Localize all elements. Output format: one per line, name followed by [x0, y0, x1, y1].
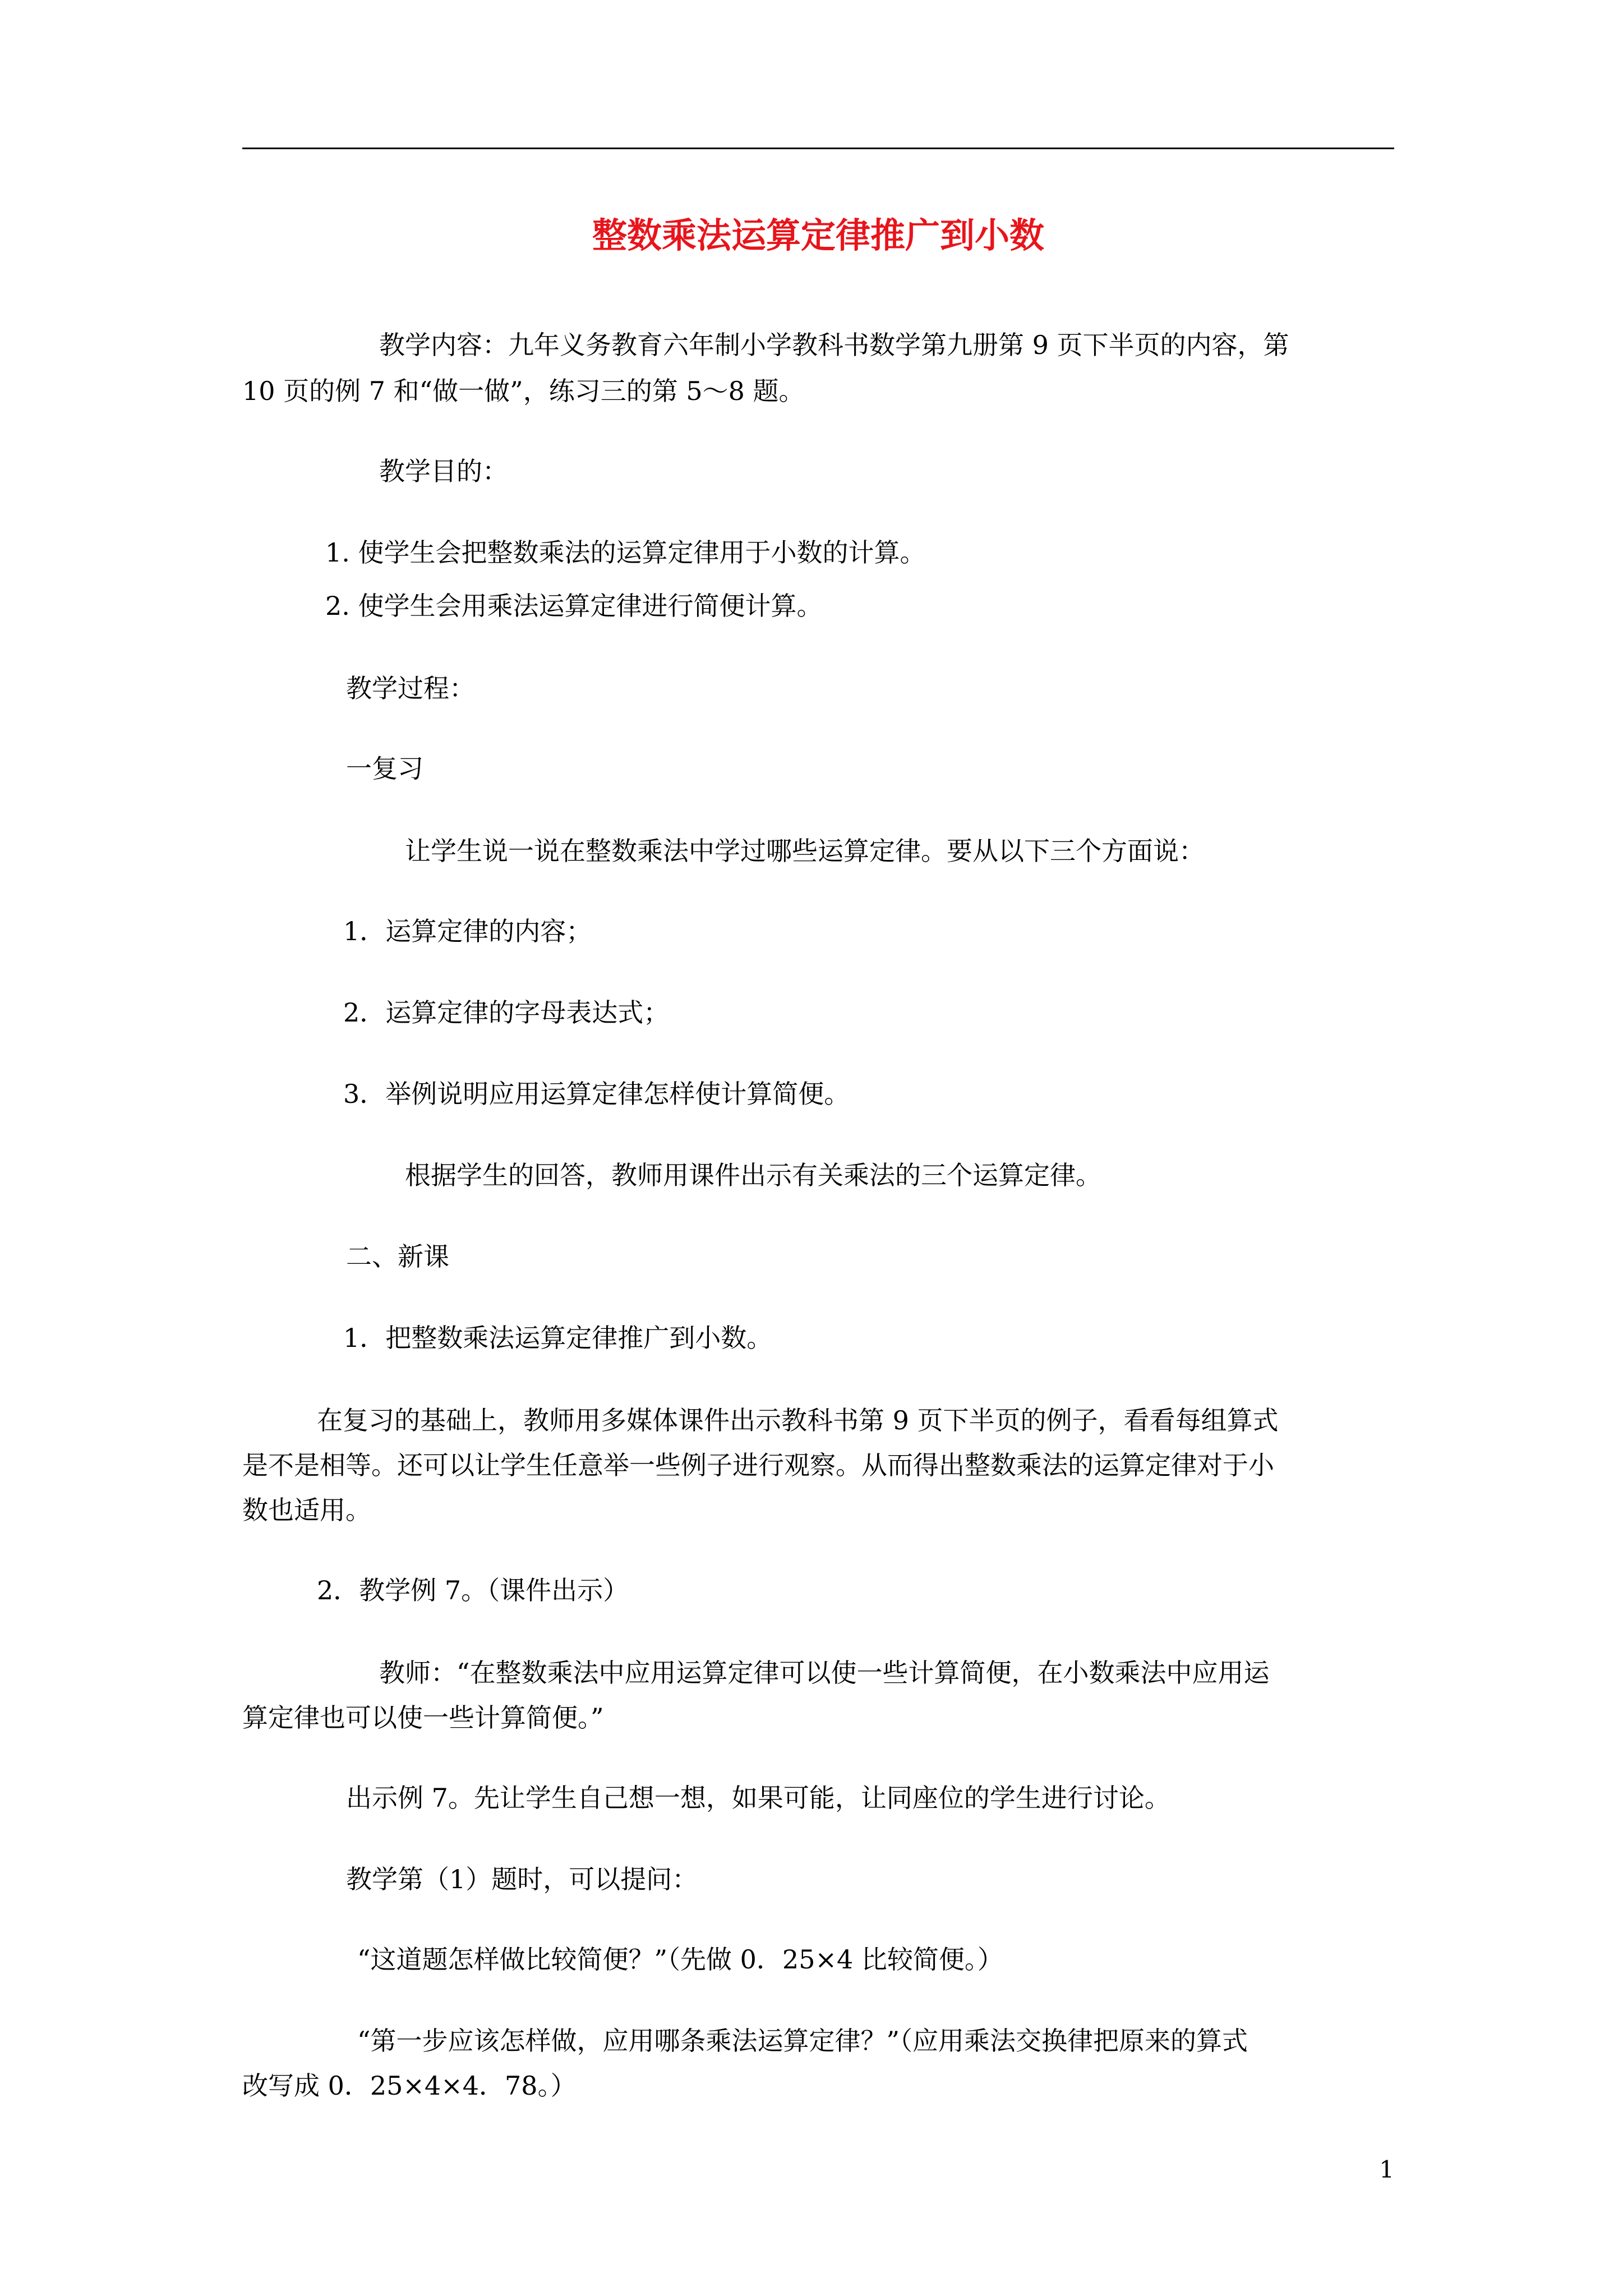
- process-heading: 教学过程：: [346, 673, 475, 703]
- content-line-2: 10 页的例 7 和“做一做”，练习三的第 5～8 题。: [242, 376, 805, 406]
- review-item-1: 1．运算定律的内容；: [343, 916, 592, 946]
- new-lesson-heading: 二、新课: [346, 1241, 449, 1272]
- question-1: “这道题怎样做比较简便？”（先做 0．25×4 比较简便。）: [357, 1944, 1003, 1975]
- review-basis-line-2: 是不是相等。还可以让学生任意举一些例子进行观察。从而得出整数乘法的运算定律对于小: [242, 1450, 1274, 1480]
- content-line-1: 教学内容：九年义务教育六年制小学教科书数学第九册第 9 页下半页的内容，第: [379, 330, 1289, 360]
- document-title: 整数乘法运算定律推广到小数: [592, 215, 1044, 256]
- teacher-quote-line-1: 教师：“在整数乘法中应用运算定律可以使一些计算简便，在小数乘法中应用运: [379, 1658, 1270, 1688]
- question-2-line-2: 改写成 0．25×4×4．78。）: [242, 2070, 577, 2101]
- question-2-line-1: “第一步应该怎样做，应用哪条乘法运算定律？”（应用乘法交换律把原来的算式: [357, 2026, 1248, 2056]
- review-item-2: 2．运算定律的字母表达式；: [343, 997, 670, 1028]
- objectives-heading: 教学目的：: [379, 456, 508, 486]
- review-summary: 根据学生的回答，教师用课件出示有关乘法的三个运算定律。: [405, 1160, 1101, 1190]
- objective-2: 2. 使学生会用乘法运算定律进行简便计算。: [325, 591, 823, 621]
- question-intro: 教学第（1）题时，可以提问：: [346, 1864, 698, 1894]
- objective-1: 1. 使学生会把整数乘法的运算定律用于小数的计算。: [325, 537, 926, 568]
- page-number: 1: [1379, 2156, 1394, 2183]
- review-intro: 让学生说一说在整数乘法中学过哪些运算定律。要从以下三个方面说：: [405, 836, 1205, 866]
- new-lesson-item-1: 1．把整数乘法运算定律推广到小数。: [343, 1323, 773, 1353]
- new-lesson-item-2: 2．教学例 7。（课件出示）: [317, 1575, 629, 1605]
- review-heading: 一复习: [346, 753, 423, 784]
- example-intro: 出示例 7。先让学生自己想一想，如果可能，让同座位的学生进行讨论。: [346, 1783, 1170, 1813]
- review-item-3: 3．举例说明应用运算定律怎样使计算简便。: [343, 1079, 850, 1109]
- header-rule: [242, 148, 1394, 149]
- review-basis-line-1: 在复习的基础上，教师用多媒体课件出示教科书第 9 页下半页的例子，看看每组算式: [317, 1405, 1279, 1435]
- review-basis-line-3: 数也适用。: [242, 1495, 371, 1525]
- teacher-quote-line-2: 算定律也可以使一些计算简便。”: [242, 1703, 604, 1733]
